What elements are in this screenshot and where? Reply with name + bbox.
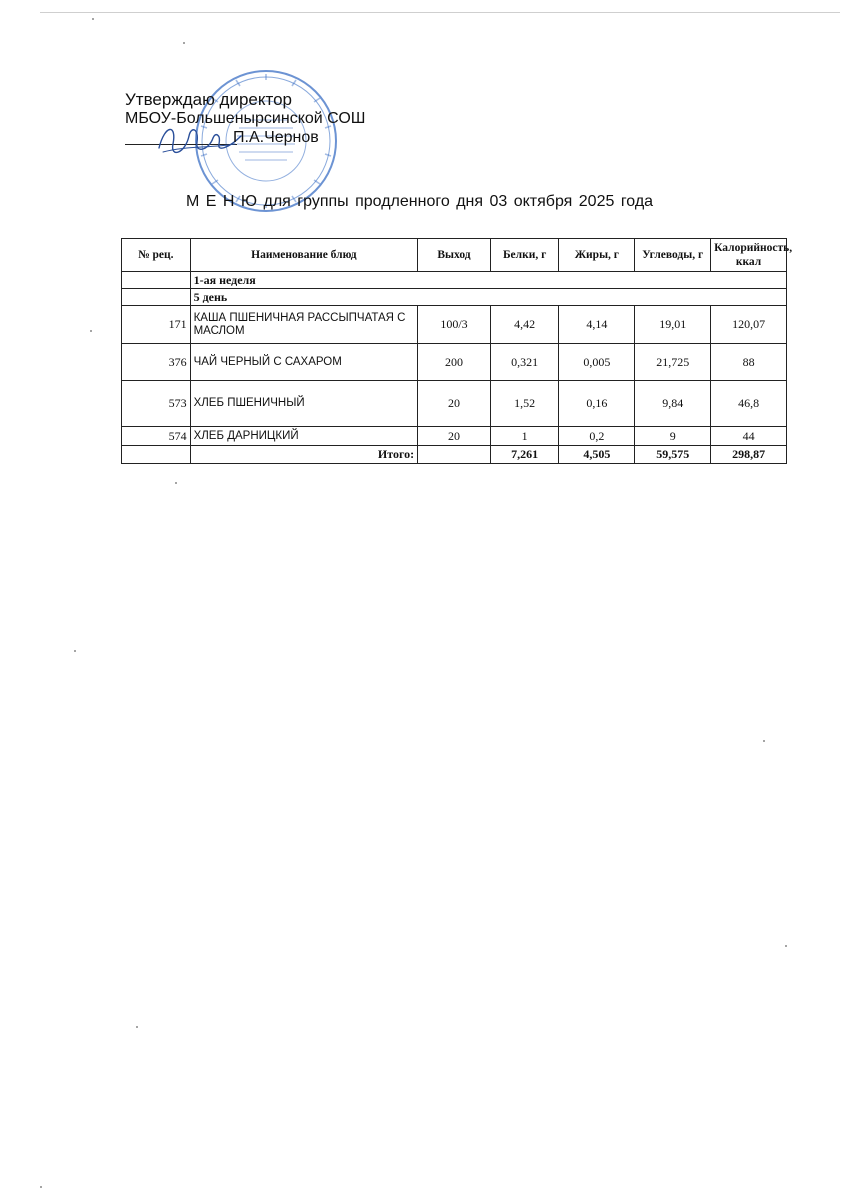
day-row [122, 289, 787, 306]
output-value: 100/3 [418, 306, 491, 344]
output-value: 200 [418, 344, 491, 381]
recipe-number: 574 [122, 427, 191, 446]
signatory-name: П.А.Чернов [233, 129, 319, 146]
fat-value: 0,005 [559, 344, 635, 381]
signature-row [125, 128, 365, 152]
week-row-spacer [122, 272, 191, 289]
table-row [122, 306, 787, 344]
fat-value: 0,16 [559, 381, 635, 427]
scan-speck [136, 1026, 138, 1028]
approval-block [125, 90, 365, 152]
carbs-value: 19,01 [635, 306, 711, 344]
header-output: Выход [418, 239, 491, 272]
fat-value: 0,2 [559, 427, 635, 446]
menu-title: М Е Н Ю для группы продленного дня 03 октября 2025 года [186, 193, 654, 210]
scan-speck [183, 42, 185, 44]
scan-speck [92, 18, 94, 20]
week-row [122, 272, 787, 289]
header-protein: Белки, г [490, 239, 559, 272]
page-edge-line [40, 12, 840, 13]
total-protein: 7,261 [490, 446, 559, 464]
table-row [122, 427, 787, 446]
kcal-value: 44 [711, 427, 787, 446]
total-label: Итого: [190, 446, 418, 464]
menu-table [121, 238, 793, 464]
recipe-number: 171 [122, 306, 191, 344]
dish-name: ХЛЕБ ПШЕНИЧНЫЙ [190, 381, 418, 427]
output-value: 20 [418, 427, 491, 446]
dish-name: ХЛЕБ ДАРНИЦКИЙ [190, 427, 418, 446]
week-label: 1-ая неделя [190, 272, 786, 289]
header-fat: Жиры, г [559, 239, 635, 272]
handwritten-signature [155, 118, 245, 162]
protein-value: 4,42 [490, 306, 559, 344]
scan-speck [785, 945, 787, 947]
carbs-value: 21,725 [635, 344, 711, 381]
recipe-number: 573 [122, 381, 191, 427]
recipe-number: 376 [122, 344, 191, 381]
approval-title: Утверждаю директор [125, 90, 293, 109]
carbs-value: 9 [635, 427, 711, 446]
kcal-value: 88 [711, 344, 787, 381]
protein-value: 1 [490, 427, 559, 446]
header-kcal: Калорийность, ккал [711, 239, 787, 272]
header-dish-name: Наименование блюд [190, 239, 418, 272]
protein-value: 1,52 [490, 381, 559, 427]
fat-value: 4,14 [559, 306, 635, 344]
day-label: 5 день [190, 289, 786, 306]
table-row [122, 344, 787, 381]
school-name: МБОУ-Большенырсинской СОШ [125, 110, 366, 127]
dish-name: ЧАЙ ЧЕРНЫЙ С САХАРОМ [190, 344, 418, 381]
total-row-spacer [122, 446, 191, 464]
kcal-value: 46,8 [711, 381, 787, 427]
scan-speck [90, 330, 92, 332]
carbs-value: 9,84 [635, 381, 711, 427]
total-carbs: 59,575 [635, 446, 711, 464]
header-recipe-number: № рец. [122, 239, 191, 272]
total-fat: 4,505 [559, 446, 635, 464]
header-row [122, 239, 787, 272]
day-row-spacer [122, 289, 191, 306]
scan-speck [763, 740, 765, 742]
table-row [122, 381, 787, 427]
scan-speck [74, 650, 76, 652]
scan-speck [40, 1186, 42, 1188]
header-carbs: Углеводы, г [635, 239, 711, 272]
kcal-value: 120,07 [711, 306, 787, 344]
total-kcal: 298,87 [711, 446, 787, 464]
output-value: 20 [418, 381, 491, 427]
total-output-empty [418, 446, 491, 464]
protein-value: 0,321 [490, 344, 559, 381]
dish-name: КАША ПШЕНИЧНАЯ РАССЫПЧАТАЯ С МАСЛОМ [190, 306, 418, 344]
total-row [122, 446, 787, 464]
scan-speck [175, 482, 177, 484]
